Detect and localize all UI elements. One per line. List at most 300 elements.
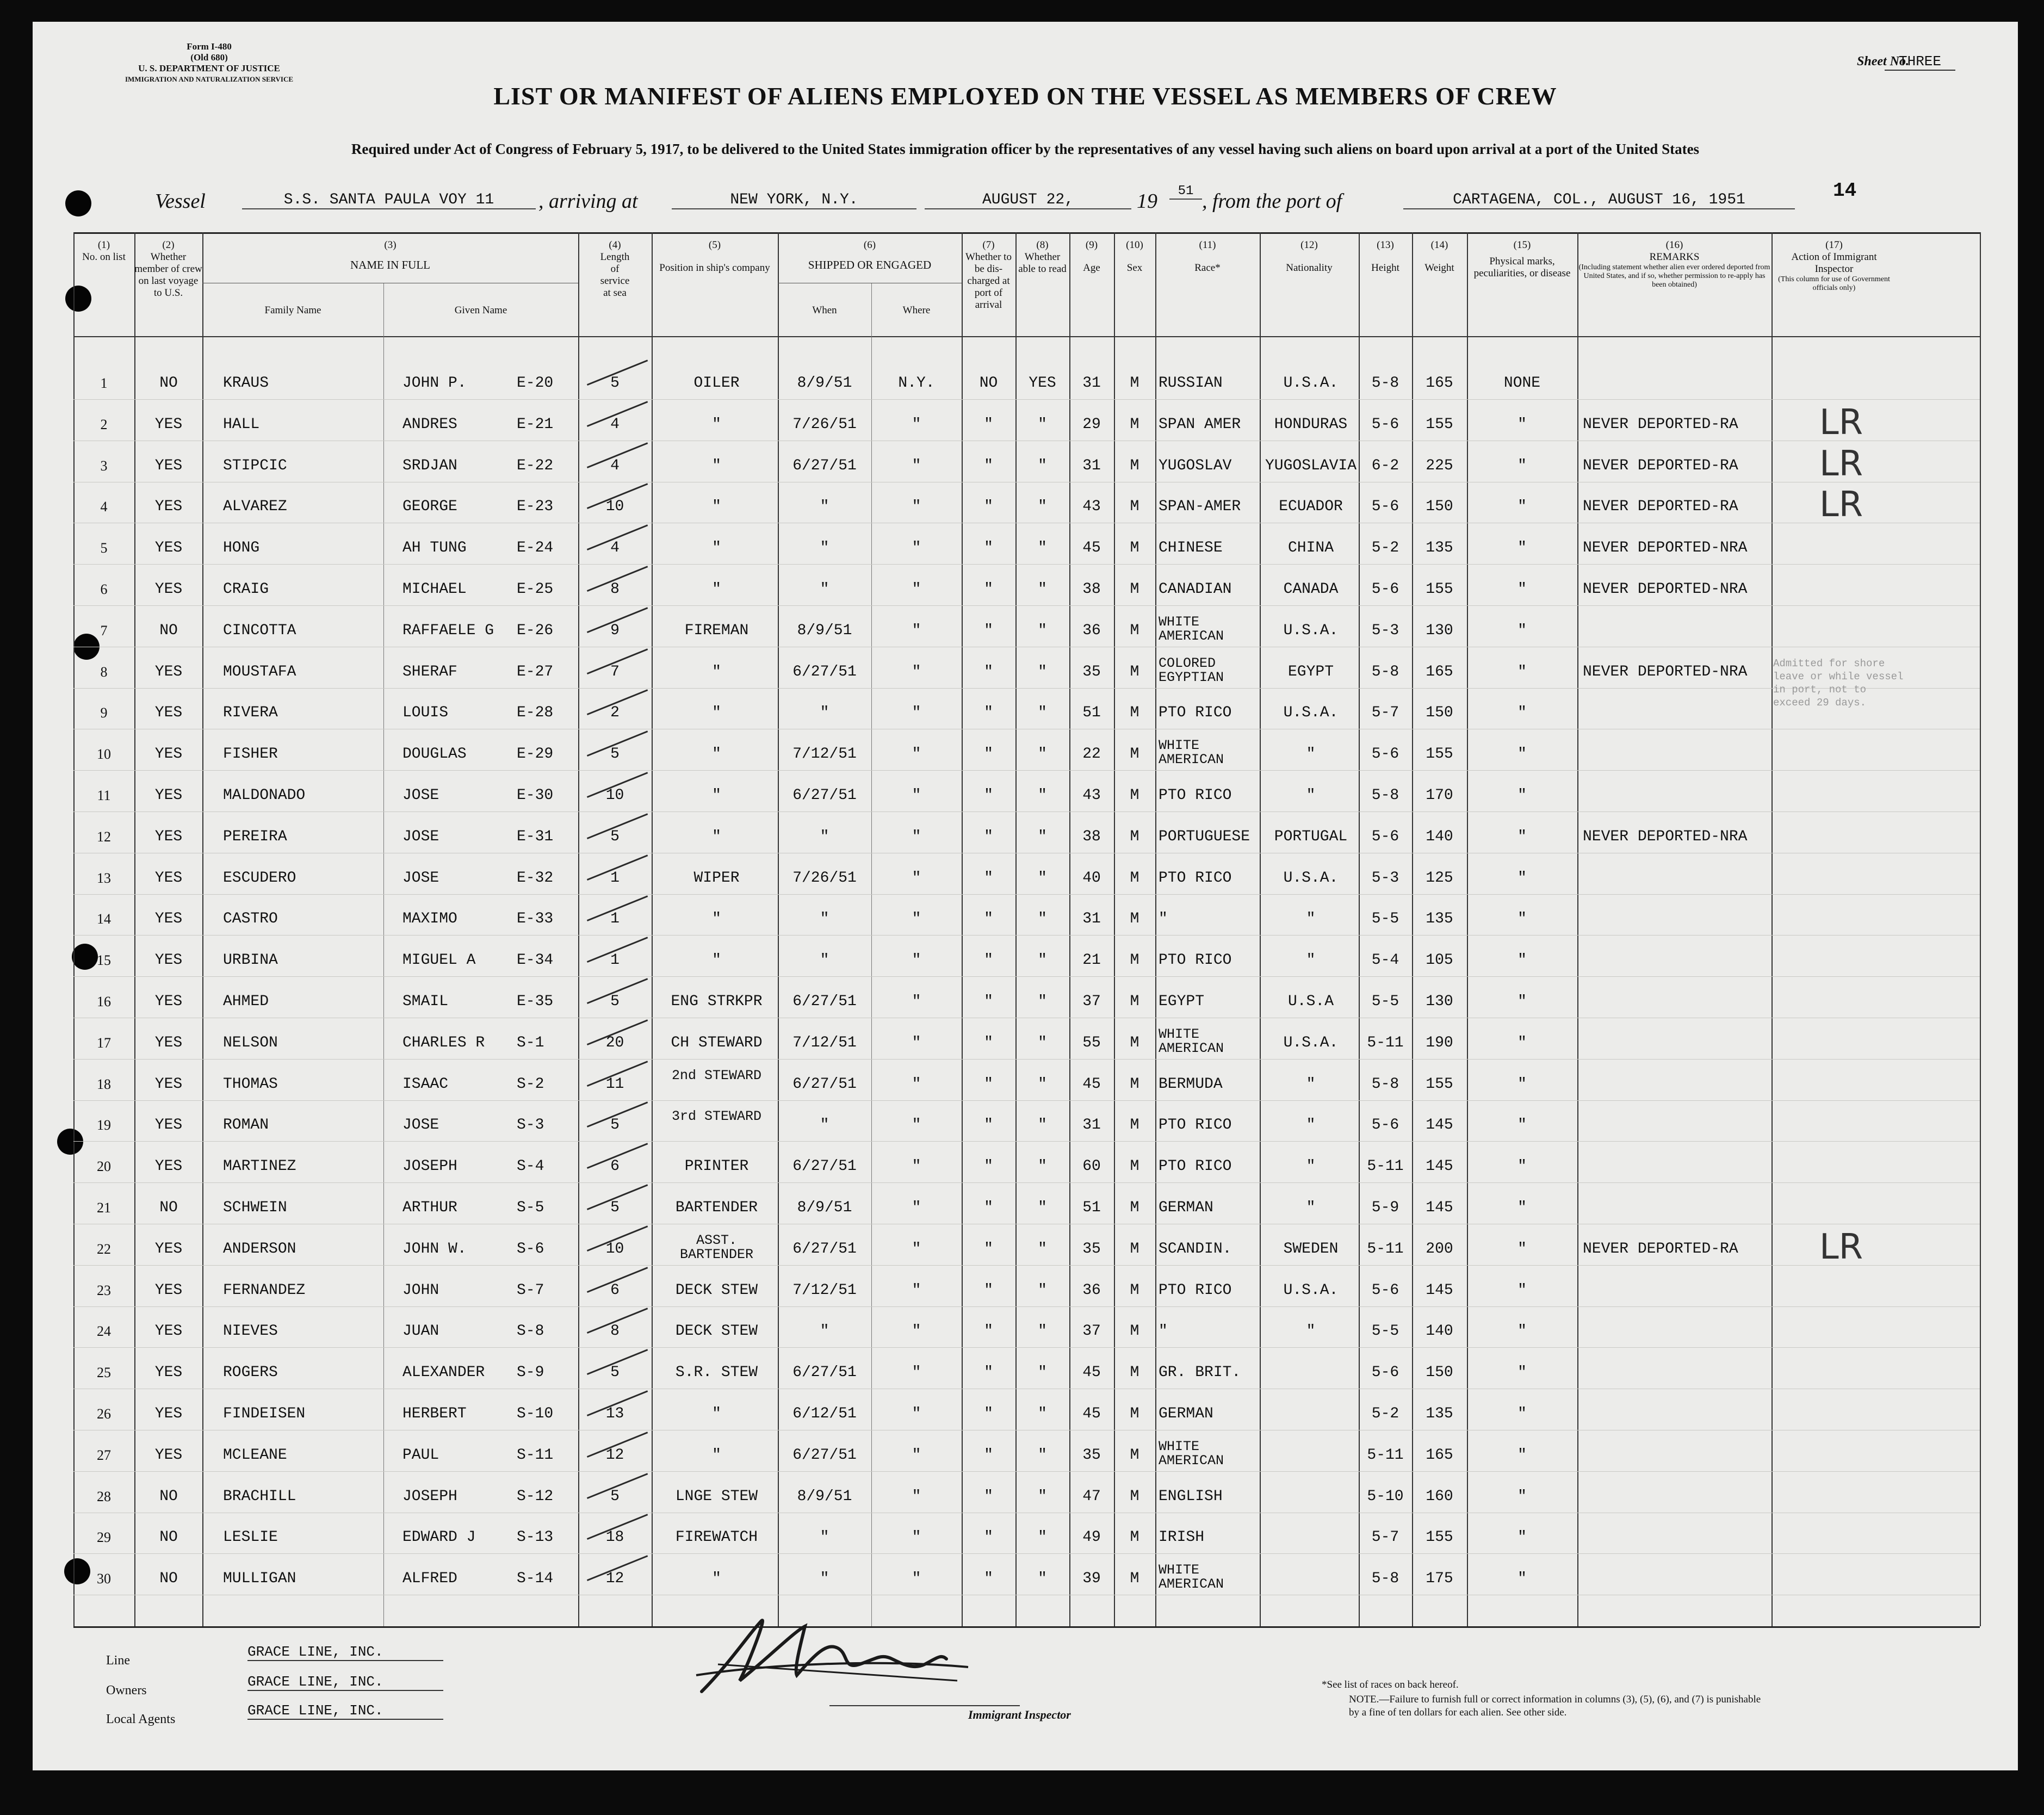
row-ruling: [73, 1347, 1980, 1348]
cell-disch: ": [984, 1323, 993, 1340]
cell-race: CHINESE: [1159, 540, 1223, 557]
header-col-9: (9) Age: [1083, 239, 1100, 274]
cell-prev: YES: [154, 1075, 183, 1093]
cell-age: 51: [1082, 1199, 1101, 1216]
cell-read: ": [1038, 1117, 1047, 1134]
cell-given: JOHN: [402, 1281, 439, 1299]
cell-age: 49: [1082, 1529, 1101, 1546]
header-col-13: (13) Height: [1371, 239, 1399, 274]
cell-read: ": [1038, 910, 1047, 928]
cell-code: S-10: [517, 1405, 554, 1422]
cell-service: 9: [610, 622, 620, 639]
cell-height: 5-6: [1371, 581, 1399, 598]
cell-code: E-27: [517, 663, 554, 680]
cell-when: 8/9/51: [797, 1199, 852, 1216]
cell-height: 5-6: [1371, 1364, 1399, 1382]
cell-age: 37: [1082, 993, 1101, 1010]
cell-sex: M: [1130, 1281, 1139, 1299]
cell-position: ": [712, 704, 721, 722]
cell-family: CINCOTTA: [223, 622, 296, 639]
cell-remarks: NEVER DEPORTED-NRA: [1583, 663, 1748, 680]
cell-no: 3: [100, 457, 108, 474]
cell-when: ": [820, 1570, 829, 1588]
cell-race: PTO RICO: [1159, 1117, 1232, 1134]
cell-code: S-4: [517, 1158, 544, 1175]
column-line: [134, 232, 135, 1626]
cell-weight: 155: [1426, 1529, 1453, 1546]
cell-nat: ": [1306, 1199, 1316, 1216]
cell-service: 13: [605, 1405, 624, 1422]
arrival-port: NEW YORK, N.Y.: [672, 191, 916, 209]
cell-race: EGYPT: [1159, 993, 1205, 1010]
row-ruling: [73, 564, 1980, 565]
cell-nat: CHINA: [1287, 540, 1334, 557]
cell-given: MAXIMO: [402, 910, 457, 928]
cell-marks: ": [1517, 498, 1527, 516]
cell-position: CH STEWARD: [671, 1034, 763, 1051]
footnote-races: *See list of races on back hereof.: [1322, 1679, 1459, 1690]
cell-code: S-9: [517, 1364, 544, 1382]
cell-when: 6/27/51: [792, 1075, 857, 1093]
cell-disch: ": [984, 1488, 993, 1505]
header-where: Where: [902, 305, 931, 316]
cell-prev: YES: [154, 828, 183, 845]
cell-remarks: NEVER DEPORTED-NRA: [1583, 581, 1748, 598]
cell-no: 16: [97, 994, 111, 1009]
cell-where: ": [912, 704, 921, 722]
manifest-sheet: [33, 22, 2018, 1770]
punch-hole: [65, 190, 91, 216]
row-ruling: [73, 1265, 1980, 1266]
cell-weight: 125: [1426, 869, 1453, 887]
cell-read: ": [1038, 1570, 1047, 1588]
cell-disch: ": [984, 663, 993, 680]
cell-height: 5-9: [1371, 1199, 1399, 1216]
cell-disch: ": [984, 704, 993, 722]
cell-race: ": [1159, 910, 1168, 928]
cell-weight: 175: [1426, 1570, 1453, 1588]
cell-disch: ": [984, 1529, 993, 1546]
cell-age: 39: [1082, 1570, 1101, 1588]
cell-prev: YES: [154, 1446, 183, 1464]
cell-read: ": [1038, 869, 1047, 887]
margin-note-admission: Admitted for shore leave or while vessel in port, not to exceed 29 days.: [1773, 658, 1904, 709]
cell-position: ENG STRKPR: [671, 993, 763, 1010]
arrival-year: 51: [1169, 184, 1202, 200]
cell-height: 5-2: [1371, 1405, 1399, 1422]
cell-prev: YES: [154, 416, 183, 433]
cell-where: ": [912, 540, 921, 557]
cell-age: 37: [1082, 1323, 1101, 1340]
cell-position: ": [712, 952, 721, 969]
cell-family: HALL: [223, 416, 260, 433]
cell-age: 55: [1082, 1034, 1101, 1051]
cell-marks: ": [1517, 1529, 1527, 1546]
header-when: When: [812, 305, 837, 316]
header-col-5: (5) Position in ship's company: [659, 239, 770, 274]
cell-nat: ": [1306, 1075, 1316, 1093]
cell-code: S-2: [517, 1075, 544, 1093]
cell-marks: ": [1517, 952, 1527, 969]
cell-age: 40: [1082, 869, 1101, 887]
cell-height: 5-11: [1367, 1240, 1404, 1258]
table-bottom-border: [73, 1626, 1980, 1628]
cell-position: 2nd STEWARD: [671, 1067, 762, 1083]
cell-family: STIPCIC: [223, 457, 287, 474]
cell-prev: YES: [154, 746, 183, 763]
header-col-4: (4) Length of service at sea: [600, 239, 630, 299]
cell-prev: YES: [154, 540, 183, 557]
cell-height: 5-5: [1371, 910, 1399, 928]
cell-given: SHERAF: [402, 663, 457, 680]
cell-position: ": [712, 1446, 721, 1464]
cell-position: ": [712, 1570, 721, 1588]
cell-position: ": [712, 540, 721, 557]
column-line: [1772, 232, 1773, 1626]
row-ruling: [73, 1553, 1980, 1554]
cell-marks: ": [1517, 704, 1527, 722]
cell-when: 6/27/51: [792, 663, 857, 680]
cell-prev: YES: [154, 1034, 183, 1051]
cell-when: 6/27/51: [792, 1364, 857, 1382]
cell-age: 38: [1082, 828, 1101, 845]
cell-read: ": [1038, 746, 1047, 763]
line-label: Line: [106, 1653, 130, 1668]
cell-where: ": [912, 993, 921, 1010]
cell-nat: PORTUGAL: [1274, 828, 1348, 845]
cell-prev: YES: [154, 1281, 183, 1299]
cell-weight: 150: [1426, 498, 1453, 516]
cell-code: E-24: [517, 540, 554, 557]
cell-where: ": [912, 1446, 921, 1464]
cell-where: ": [912, 1323, 921, 1340]
cell-where: ": [912, 622, 921, 639]
owners-label: Owners: [106, 1683, 147, 1698]
cell-weight: 140: [1426, 1323, 1453, 1340]
cell-height: 5-11: [1367, 1034, 1404, 1051]
cell-given: LOUIS: [402, 704, 449, 722]
cell-read: ": [1038, 1281, 1047, 1299]
cell-height: 5-6: [1371, 416, 1399, 433]
cell-where: ": [912, 828, 921, 845]
cell-weight: 130: [1426, 993, 1453, 1010]
cell-disch: ": [984, 498, 993, 516]
arriving-label: , arriving at: [538, 190, 638, 213]
cell-where: N.Y.: [898, 375, 935, 392]
cell-where: ": [912, 1529, 921, 1546]
cell-no: 11: [97, 788, 111, 803]
cell-position: 3rd STEWARD: [671, 1108, 762, 1125]
from-port-label: , from the port of: [1202, 190, 1342, 213]
cell-family: FISHER: [223, 746, 278, 763]
table-top-border: [73, 232, 1980, 234]
cell-family: ROGERS: [223, 1364, 278, 1382]
cell-disch: ": [984, 1364, 993, 1382]
cell-age: 45: [1082, 1405, 1101, 1422]
cell-prev: YES: [154, 1240, 183, 1258]
cell-race: WHITE AMERICAN: [1159, 614, 1224, 644]
cell-height: 5-11: [1367, 1446, 1404, 1464]
cell-code: S-7: [517, 1281, 544, 1299]
cell-no: 22: [97, 1241, 111, 1257]
cell-prev: YES: [154, 993, 183, 1010]
cell-weight: 225: [1426, 457, 1453, 474]
cell-age: 43: [1082, 787, 1101, 804]
cell-sex: M: [1130, 869, 1139, 887]
cell-family: ROMAN: [223, 1117, 269, 1134]
cell-given: ANDRES: [402, 416, 457, 433]
row-ruling: [73, 1141, 1980, 1142]
cell-sex: M: [1130, 952, 1139, 969]
row-ruling: [73, 935, 1980, 936]
cell-sex: M: [1130, 787, 1139, 804]
cell-position: ASST. BARTENDER: [679, 1232, 754, 1262]
cell-race: RUSSIAN: [1159, 375, 1223, 392]
cell-no: 9: [100, 705, 108, 721]
cell-read: ": [1038, 1323, 1047, 1340]
cell-family: LESLIE: [223, 1529, 278, 1546]
cell-age: 31: [1082, 375, 1101, 392]
cell-read: ": [1038, 498, 1047, 516]
cell-read: ": [1038, 1364, 1047, 1382]
cell-service: 10: [605, 1240, 624, 1258]
cell-prev: YES: [154, 787, 183, 804]
cell-remarks: NEVER DEPORTED-RA: [1583, 457, 1738, 474]
cell-marks: ": [1517, 828, 1527, 845]
cell-read: ": [1038, 1075, 1047, 1093]
cell-weight: 170: [1426, 787, 1453, 804]
cell-disch: ": [984, 828, 993, 845]
cell-service: 20: [605, 1034, 624, 1051]
cell-height: 5-3: [1371, 622, 1399, 639]
cell-read: ": [1038, 622, 1047, 639]
cell-weight: 135: [1426, 1405, 1453, 1422]
cell-when: ": [820, 910, 829, 928]
inspector-action-mark: LR: [1819, 485, 1863, 525]
cell-position: ": [712, 910, 721, 928]
cell-given: ARTHUR: [402, 1199, 457, 1216]
cell-no: 26: [97, 1406, 111, 1422]
cell-no: 15: [97, 952, 111, 969]
cell-prev: YES: [154, 1117, 183, 1134]
document-subtitle: Required under Act of Congress of February 5, 1917, to be delivered to the United States immigration officer by the representatives of any vessel having such aliens on board upon arrival at a port of the United States: [351, 141, 1700, 157]
cell-service: 4: [610, 540, 620, 557]
cell-age: 51: [1082, 704, 1101, 722]
cell-family: FERNANDEZ: [223, 1281, 306, 1299]
cell-read: ": [1038, 1034, 1047, 1051]
cell-height: 5-5: [1371, 993, 1399, 1010]
cell-prev: YES: [154, 663, 183, 680]
cell-marks: ": [1517, 581, 1527, 598]
cell-family: MALDONADO: [223, 787, 306, 804]
cell-sex: M: [1130, 828, 1139, 845]
cell-code: E-29: [517, 746, 554, 763]
cell-when: 8/9/51: [797, 1488, 852, 1505]
cell-age: 31: [1082, 910, 1101, 928]
cell-read: ": [1038, 1405, 1047, 1422]
footnote-penalty: NOTE.—Failure to furnish full or correct information in columns (3), (5), (6), and (7) is punishable by a fine of ten dollars for each alien. See other side.: [1349, 1694, 1761, 1718]
cell-where: ": [912, 498, 921, 516]
cell-when: 7/26/51: [792, 869, 857, 887]
departure-port: CARTAGENA, COL., AUGUST 16, 1951: [1403, 191, 1795, 209]
cell-given: JOSE: [402, 869, 439, 887]
cell-read: ": [1038, 787, 1047, 804]
header-col-7: (7) Whether to be dis-charged at port of arrival: [965, 239, 1012, 311]
cell-prev: NO: [159, 375, 178, 392]
cell-marks: ": [1517, 993, 1527, 1010]
cell-no: 14: [97, 911, 111, 927]
cell-when: ": [820, 540, 829, 557]
form-identifier: [125, 41, 293, 85]
cell-weight: 160: [1426, 1488, 1453, 1505]
cell-sex: M: [1130, 1364, 1139, 1382]
cell-height: 5-8: [1371, 663, 1399, 680]
cell-marks: ": [1517, 1075, 1527, 1093]
cell-race: WHITE AMERICAN: [1159, 1438, 1224, 1469]
arrival-date: AUGUST 22,: [925, 191, 1131, 209]
cell-height: 5-6: [1371, 1281, 1399, 1299]
cell-height: 5-2: [1371, 540, 1399, 557]
cell-family: MULLIGAN: [223, 1570, 296, 1588]
inspector-line: [829, 1705, 1020, 1706]
cell-service: 6: [610, 1281, 620, 1299]
cell-read: ": [1038, 993, 1047, 1010]
cell-service: 11: [605, 1075, 624, 1093]
cell-code: E-30: [517, 787, 554, 804]
cell-no: 28: [97, 1488, 111, 1504]
cell-age: 60: [1082, 1158, 1101, 1175]
cell-height: 5-8: [1371, 1570, 1399, 1588]
cell-weight: 165: [1426, 1446, 1453, 1464]
cell-weight: 135: [1426, 540, 1453, 557]
cell-service: 7: [610, 663, 620, 680]
cell-family: CASTRO: [223, 910, 278, 928]
cell-age: 45: [1082, 540, 1101, 557]
cell-height: 5-8: [1371, 375, 1399, 392]
cell-position: OILER: [693, 375, 740, 392]
cell-age: 43: [1082, 498, 1101, 516]
cell-family: MOUSTAFA: [223, 663, 296, 680]
cell-race: ": [1159, 1323, 1168, 1340]
line-value: GRACE LINE, INC.: [247, 1644, 443, 1661]
cell-where: ": [912, 1075, 921, 1093]
cell-given: JOSE: [402, 828, 439, 845]
inspector-action-mark: LR: [1819, 402, 1863, 443]
cell-nat: ": [1306, 787, 1316, 804]
cell-when: 8/9/51: [797, 622, 852, 639]
cell-code: E-26: [517, 622, 554, 639]
cell-disch: ": [984, 540, 993, 557]
cell-service: 5: [610, 1488, 620, 1505]
cell-disch: ": [984, 1075, 993, 1093]
row-ruling: [73, 688, 1980, 689]
cell-sex: M: [1130, 498, 1139, 516]
form-department: U. S. DEPARTMENT OF JUSTICE: [138, 63, 280, 73]
cell-height: 5-6: [1371, 746, 1399, 763]
cell-given: ALFRED: [402, 1570, 457, 1588]
cell-position: FIREMAN: [684, 622, 749, 639]
cell-marks: ": [1517, 540, 1527, 557]
cell-position: DECK STEW: [675, 1323, 758, 1340]
cell-family: ESCUDERO: [223, 869, 296, 887]
cell-given: JUAN: [402, 1323, 439, 1340]
cell-marks: ": [1517, 910, 1527, 928]
cell-race: GERMAN: [1159, 1199, 1213, 1216]
cell-no: 6: [100, 581, 108, 597]
cell-marks: ": [1517, 1405, 1527, 1422]
cell-age: 36: [1082, 1281, 1101, 1299]
cell-position: FIREWATCH: [675, 1529, 758, 1546]
cell-service: 2: [610, 704, 620, 722]
form-number: Form I-480: [187, 41, 232, 52]
form-service: IMMIGRATION AND NATURALIZATION SERVICE: [125, 75, 294, 83]
cell-when: ": [820, 498, 829, 516]
cell-disch: ": [984, 993, 993, 1010]
cell-position: DECK STEW: [675, 1281, 758, 1299]
cell-family: KRAUS: [223, 375, 269, 392]
header-col-8: (8) Whether able to read: [1018, 239, 1067, 275]
cell-when: ": [820, 952, 829, 969]
cell-age: 47: [1082, 1488, 1101, 1505]
cell-position: ": [712, 581, 721, 598]
cell-given: SMAIL: [402, 993, 449, 1010]
cell-code: E-34: [517, 952, 554, 969]
cell-where: ": [912, 1364, 921, 1382]
cell-family: CRAIG: [223, 581, 269, 598]
cell-weight: 130: [1426, 622, 1453, 639]
cell-code: E-21: [517, 416, 554, 433]
cell-code: S-6: [517, 1240, 544, 1258]
cell-position: ": [712, 746, 721, 763]
cell-given: JOHN W.: [402, 1240, 467, 1258]
cell-given: JOSEPH: [402, 1488, 457, 1505]
cell-service: 4: [610, 416, 620, 433]
cell-read: ": [1038, 1488, 1047, 1505]
row-ruling: [73, 1100, 1980, 1101]
cell-service: 10: [605, 498, 624, 516]
cell-nat: ": [1306, 1323, 1316, 1340]
cell-marks: ": [1517, 1117, 1527, 1134]
cell-weight: 135: [1426, 910, 1453, 928]
cell-given: GEORGE: [402, 498, 457, 516]
cell-family: MCLEANE: [223, 1446, 287, 1464]
cell-nat: YUGOSLAVIA: [1265, 457, 1357, 474]
cell-age: 31: [1082, 457, 1101, 474]
cell-sex: M: [1130, 1488, 1139, 1505]
cell-marks: ": [1517, 663, 1527, 680]
cell-marks: NONE: [1503, 375, 1541, 392]
cell-service: 5: [610, 746, 620, 763]
cell-no: 5: [100, 540, 108, 556]
cell-marks: ": [1517, 787, 1527, 804]
vessel-label: Vessel: [155, 190, 206, 213]
cell-race: SPAN-AMER: [1159, 498, 1241, 516]
cell-service: 12: [605, 1570, 624, 1588]
cell-prev: YES: [154, 1323, 183, 1340]
owners-value: GRACE LINE, INC.: [247, 1674, 443, 1691]
cell-disch: ": [984, 952, 993, 969]
cell-nat: ECUADOR: [1279, 498, 1343, 516]
cell-nat: ": [1306, 1117, 1316, 1134]
cell-when: 8/9/51: [797, 375, 852, 392]
cell-remarks: NEVER DEPORTED-RA: [1583, 498, 1738, 516]
cell-marks: ": [1517, 1364, 1527, 1382]
cell-age: 22: [1082, 746, 1101, 763]
cell-sex: M: [1130, 581, 1139, 598]
row-ruling: [73, 399, 1980, 400]
cell-given: MICHAEL: [402, 581, 467, 598]
cell-age: 35: [1082, 663, 1101, 680]
